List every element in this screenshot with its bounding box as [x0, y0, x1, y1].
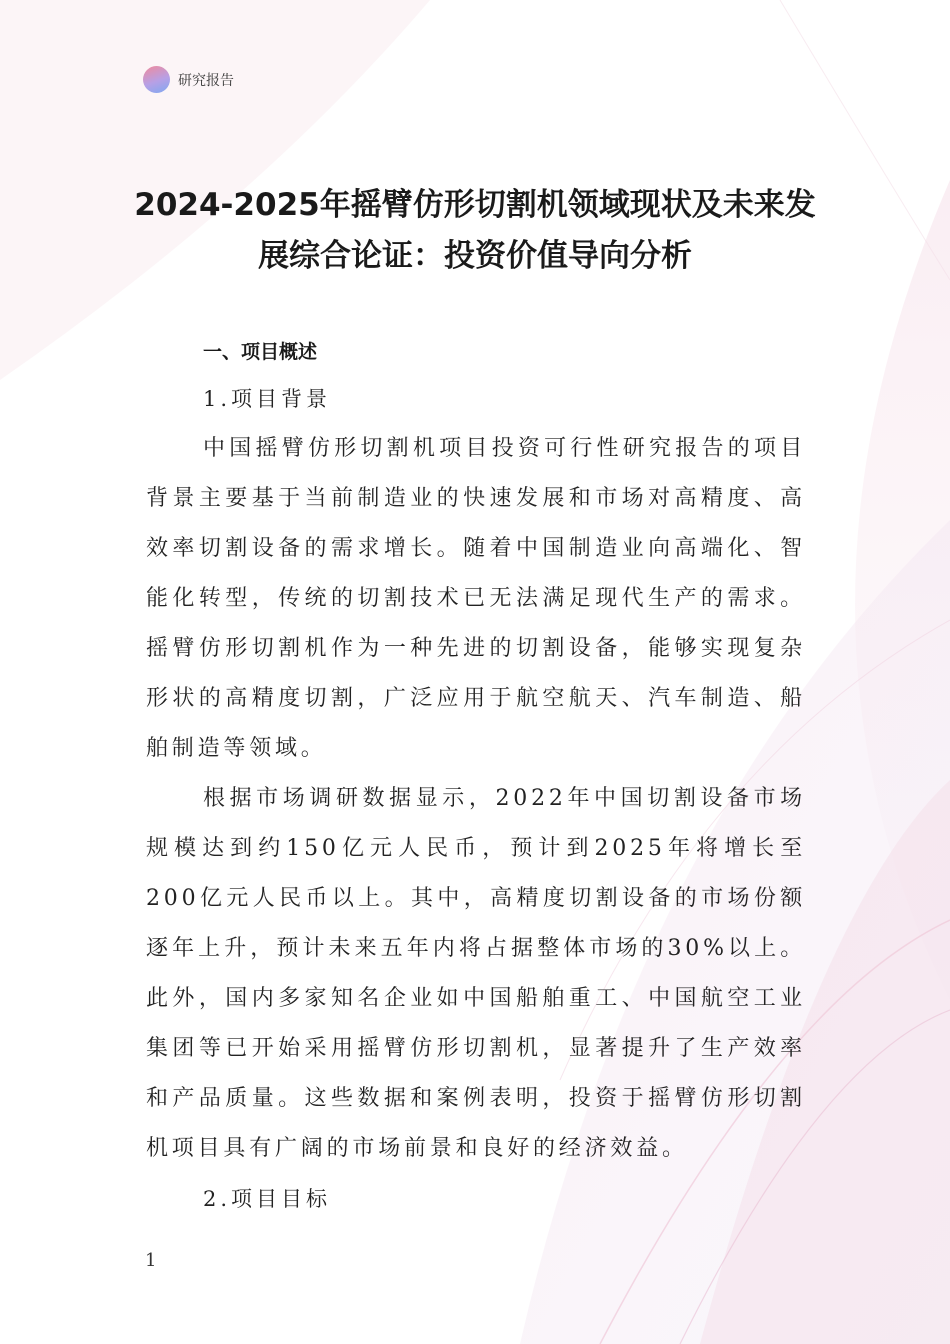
subsection-heading-background: 1.项目背景	[203, 387, 332, 411]
section-heading: 一、项目概述	[203, 341, 318, 363]
title-line-2: 展综合论证：投资价值导向分析	[258, 238, 692, 274]
header-label: 研究报告	[178, 72, 234, 89]
report-header	[143, 66, 234, 93]
paragraph-background: 中国摇臂仿形切割机项目投资可行性研究报告的项目背景主要基于当前制造业的快速发展和市场对高精度、高效率切割设备的需求增长。随着中国制造业向高端化、智能化转型，传统的切割技术已无法满足现代生产的需求。摇臂仿形切割机作为一种先进的切割设备，能够实现复杂形状的高精度切割，广泛应用于航空航天、汽车制造、船舶制造等领域。	[146, 436, 806, 761]
page-number: 1	[145, 1250, 157, 1271]
title-line-1: 2024-2025年摇臂仿形切割机领域现状及未来发	[134, 187, 816, 223]
subsection-heading-goals: 2.项目目标	[203, 1187, 332, 1211]
document-body	[146, 330, 806, 1224]
document-title	[120, 180, 830, 282]
logo-icon	[143, 66, 170, 93]
paragraph-market-data: 根据市场调研数据显示，2022年中国切割设备市场规模达到约150亿元人民币，预计到2025年将增长至200亿元人民币以上。其中，高精度切割设备的市场份额逐年上升，预计未来五年内将占据整体市场的30%以上。此外，国内多家知名企业如中国船舶重工、中国航空工业集团等已开始采用摇臂仿形切割机，显著提升了生产效率和产品质量。这些数据和案例表明，投资于摇臂仿形切割机项目具有广阔的市场前景和良好的经济效益。	[146, 786, 806, 1161]
